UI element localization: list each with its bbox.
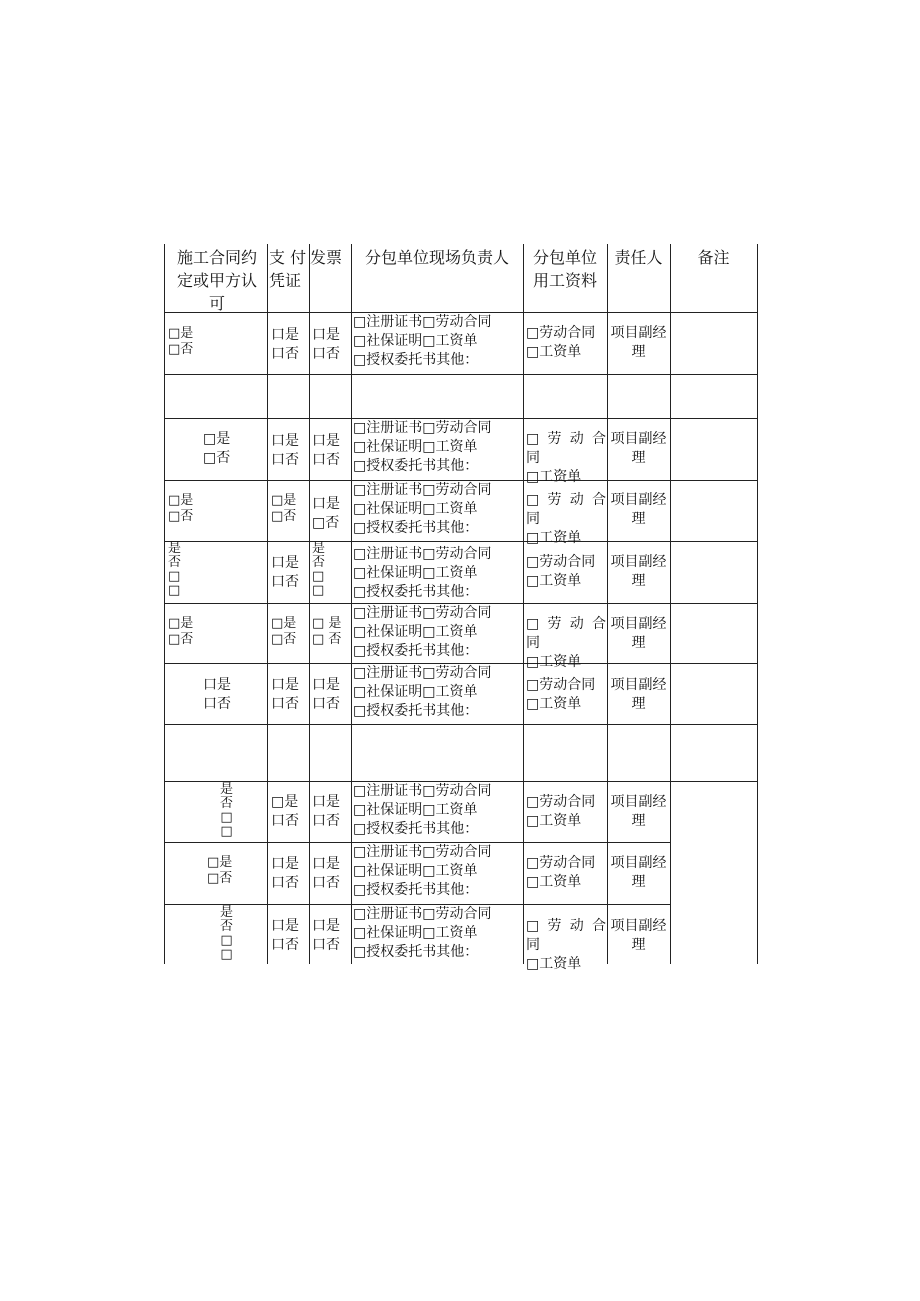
header-labor-docs: 分包单位 用工资料 — [532, 248, 597, 290]
payment-check[interactable]: 口是 口否 — [271, 856, 299, 891]
labor-docs-checks[interactable]: □劳动合同 □工资单 — [526, 325, 596, 360]
contract-check[interactable]: □是 □否 — [203, 431, 231, 466]
site-leader-checks[interactable]: □注册证书□劳动合同 □社保证明□工资单 □授权委托书其他： — [353, 605, 492, 659]
col-divider — [523, 244, 524, 964]
contract-check[interactable]: 是 否 □ □ — [168, 541, 182, 598]
payment-check[interactable]: 口是 口否 — [271, 327, 299, 362]
invoice-check[interactable]: □ 是 □ 否 — [312, 616, 342, 647]
contract-check[interactable]: 口是 口否 — [203, 677, 231, 712]
header-payment: 支 付 凭证 — [269, 248, 307, 290]
labor-docs-checks[interactable]: □劳动合同 □工资单 — [526, 677, 596, 712]
responsible-person: 项目副经 理 — [610, 616, 667, 651]
labor-docs-checks[interactable]: □ 劳 动 合 同 □工资单 — [526, 616, 606, 670]
payment-check[interactable]: 口是 口否 — [271, 918, 299, 953]
invoice-check[interactable]: 口是 □否 — [312, 496, 340, 531]
labor-table — [164, 244, 758, 972]
site-leader-checks[interactable]: □注册证书□劳动合同 □社保证明□工资单 □授权委托书其他： — [353, 314, 492, 368]
col-divider — [267, 244, 268, 964]
row-divider — [165, 541, 757, 542]
responsible-person: 项目副经 理 — [610, 918, 667, 953]
invoice-check[interactable]: 口是 口否 — [312, 433, 340, 468]
header-site-leader: 分包单位现场负责人 — [364, 248, 509, 267]
col-divider — [670, 244, 671, 964]
site-leader-checks[interactable]: □注册证书□劳动合同 □社保证明□工资单 □授权委托书其他： — [353, 665, 492, 719]
header-invoice: 发票 — [310, 248, 343, 267]
contract-check[interactable]: 是 否 □ □ — [220, 782, 234, 839]
row-divider — [165, 374, 757, 375]
site-leader-checks[interactable]: □注册证书□劳动合同 □社保证明□工资单 □授权委托书其他： — [353, 906, 492, 960]
invoice-check[interactable]: 口是 口否 — [312, 327, 340, 362]
col-divider — [309, 244, 310, 964]
header-contract: 施工合同约 定或甲方认 可 — [176, 248, 257, 313]
responsible-person: 项目副经 理 — [610, 855, 667, 890]
site-leader-checks[interactable]: □注册证书□劳动合同 □社保证明□工资单 □授权委托书其他： — [353, 420, 492, 474]
labor-docs-checks[interactable]: □ 劳 动 合 同 □工资单 — [526, 918, 606, 972]
header-responsible: 责任人 — [614, 248, 663, 267]
row-divider — [165, 724, 757, 725]
header-remarks: 备注 — [697, 248, 730, 267]
site-leader-checks[interactable]: □注册证书□劳动合同 □社保证明□工资单 □授权委托书其他： — [353, 783, 492, 837]
labor-docs-checks[interactable]: □劳动合同 □工资单 — [526, 794, 596, 829]
responsible-person: 项目副经 理 — [610, 492, 667, 527]
payment-check[interactable]: □是 □否 — [271, 493, 297, 524]
contract-check[interactable]: □是 □否 — [207, 855, 233, 886]
responsible-person: 项目副经 理 — [610, 325, 667, 360]
contract-check[interactable]: 是 否 □ □ — [220, 905, 234, 962]
invoice-check[interactable]: 口是 口否 — [312, 677, 340, 712]
payment-check[interactable]: □是 口否 — [271, 794, 299, 829]
site-leader-checks[interactable]: □注册证书□劳动合同 □社保证明□工资单 □授权委托书其他： — [353, 546, 492, 600]
payment-check[interactable]: □是 □否 — [271, 616, 297, 647]
responsible-person: 项目副经 理 — [610, 794, 667, 829]
invoice-check[interactable]: 口是 口否 — [312, 918, 340, 953]
site-leader-checks[interactable]: □注册证书□劳动合同 □社保证明□工资单 □授权委托书其他： — [353, 844, 492, 898]
contract-check[interactable]: □是 □否 — [168, 493, 194, 524]
invoice-check[interactable]: 口是 口否 — [312, 794, 340, 829]
invoice-check[interactable]: 是 否 □ □ — [312, 541, 326, 598]
labor-docs-checks[interactable]: □劳动合同 □工资单 — [526, 855, 596, 890]
responsible-person: 项目副经 理 — [610, 677, 667, 712]
col-divider — [351, 244, 352, 964]
payment-check[interactable]: 口是 口否 — [271, 555, 299, 590]
labor-docs-checks[interactable]: □ 劳 动 合 同 □工资单 — [526, 431, 606, 485]
responsible-person: 项目副经 理 — [610, 554, 667, 589]
site-leader-checks[interactable]: □注册证书□劳动合同 □社保证明□工资单 □授权委托书其他： — [353, 482, 492, 536]
invoice-check[interactable]: 口是 口否 — [312, 856, 340, 891]
labor-docs-checks[interactable]: □ 劳 动 合 同 □工资单 — [526, 492, 606, 546]
contract-check[interactable]: □是 □否 — [168, 616, 194, 647]
payment-check[interactable]: 口是 口否 — [271, 677, 299, 712]
contract-check[interactable]: □是 □否 — [168, 326, 194, 357]
labor-docs-checks[interactable]: □劳动合同 □工资单 — [526, 554, 596, 589]
payment-check[interactable]: 口是 口否 — [271, 433, 299, 468]
responsible-person: 项目副经 理 — [610, 431, 667, 466]
